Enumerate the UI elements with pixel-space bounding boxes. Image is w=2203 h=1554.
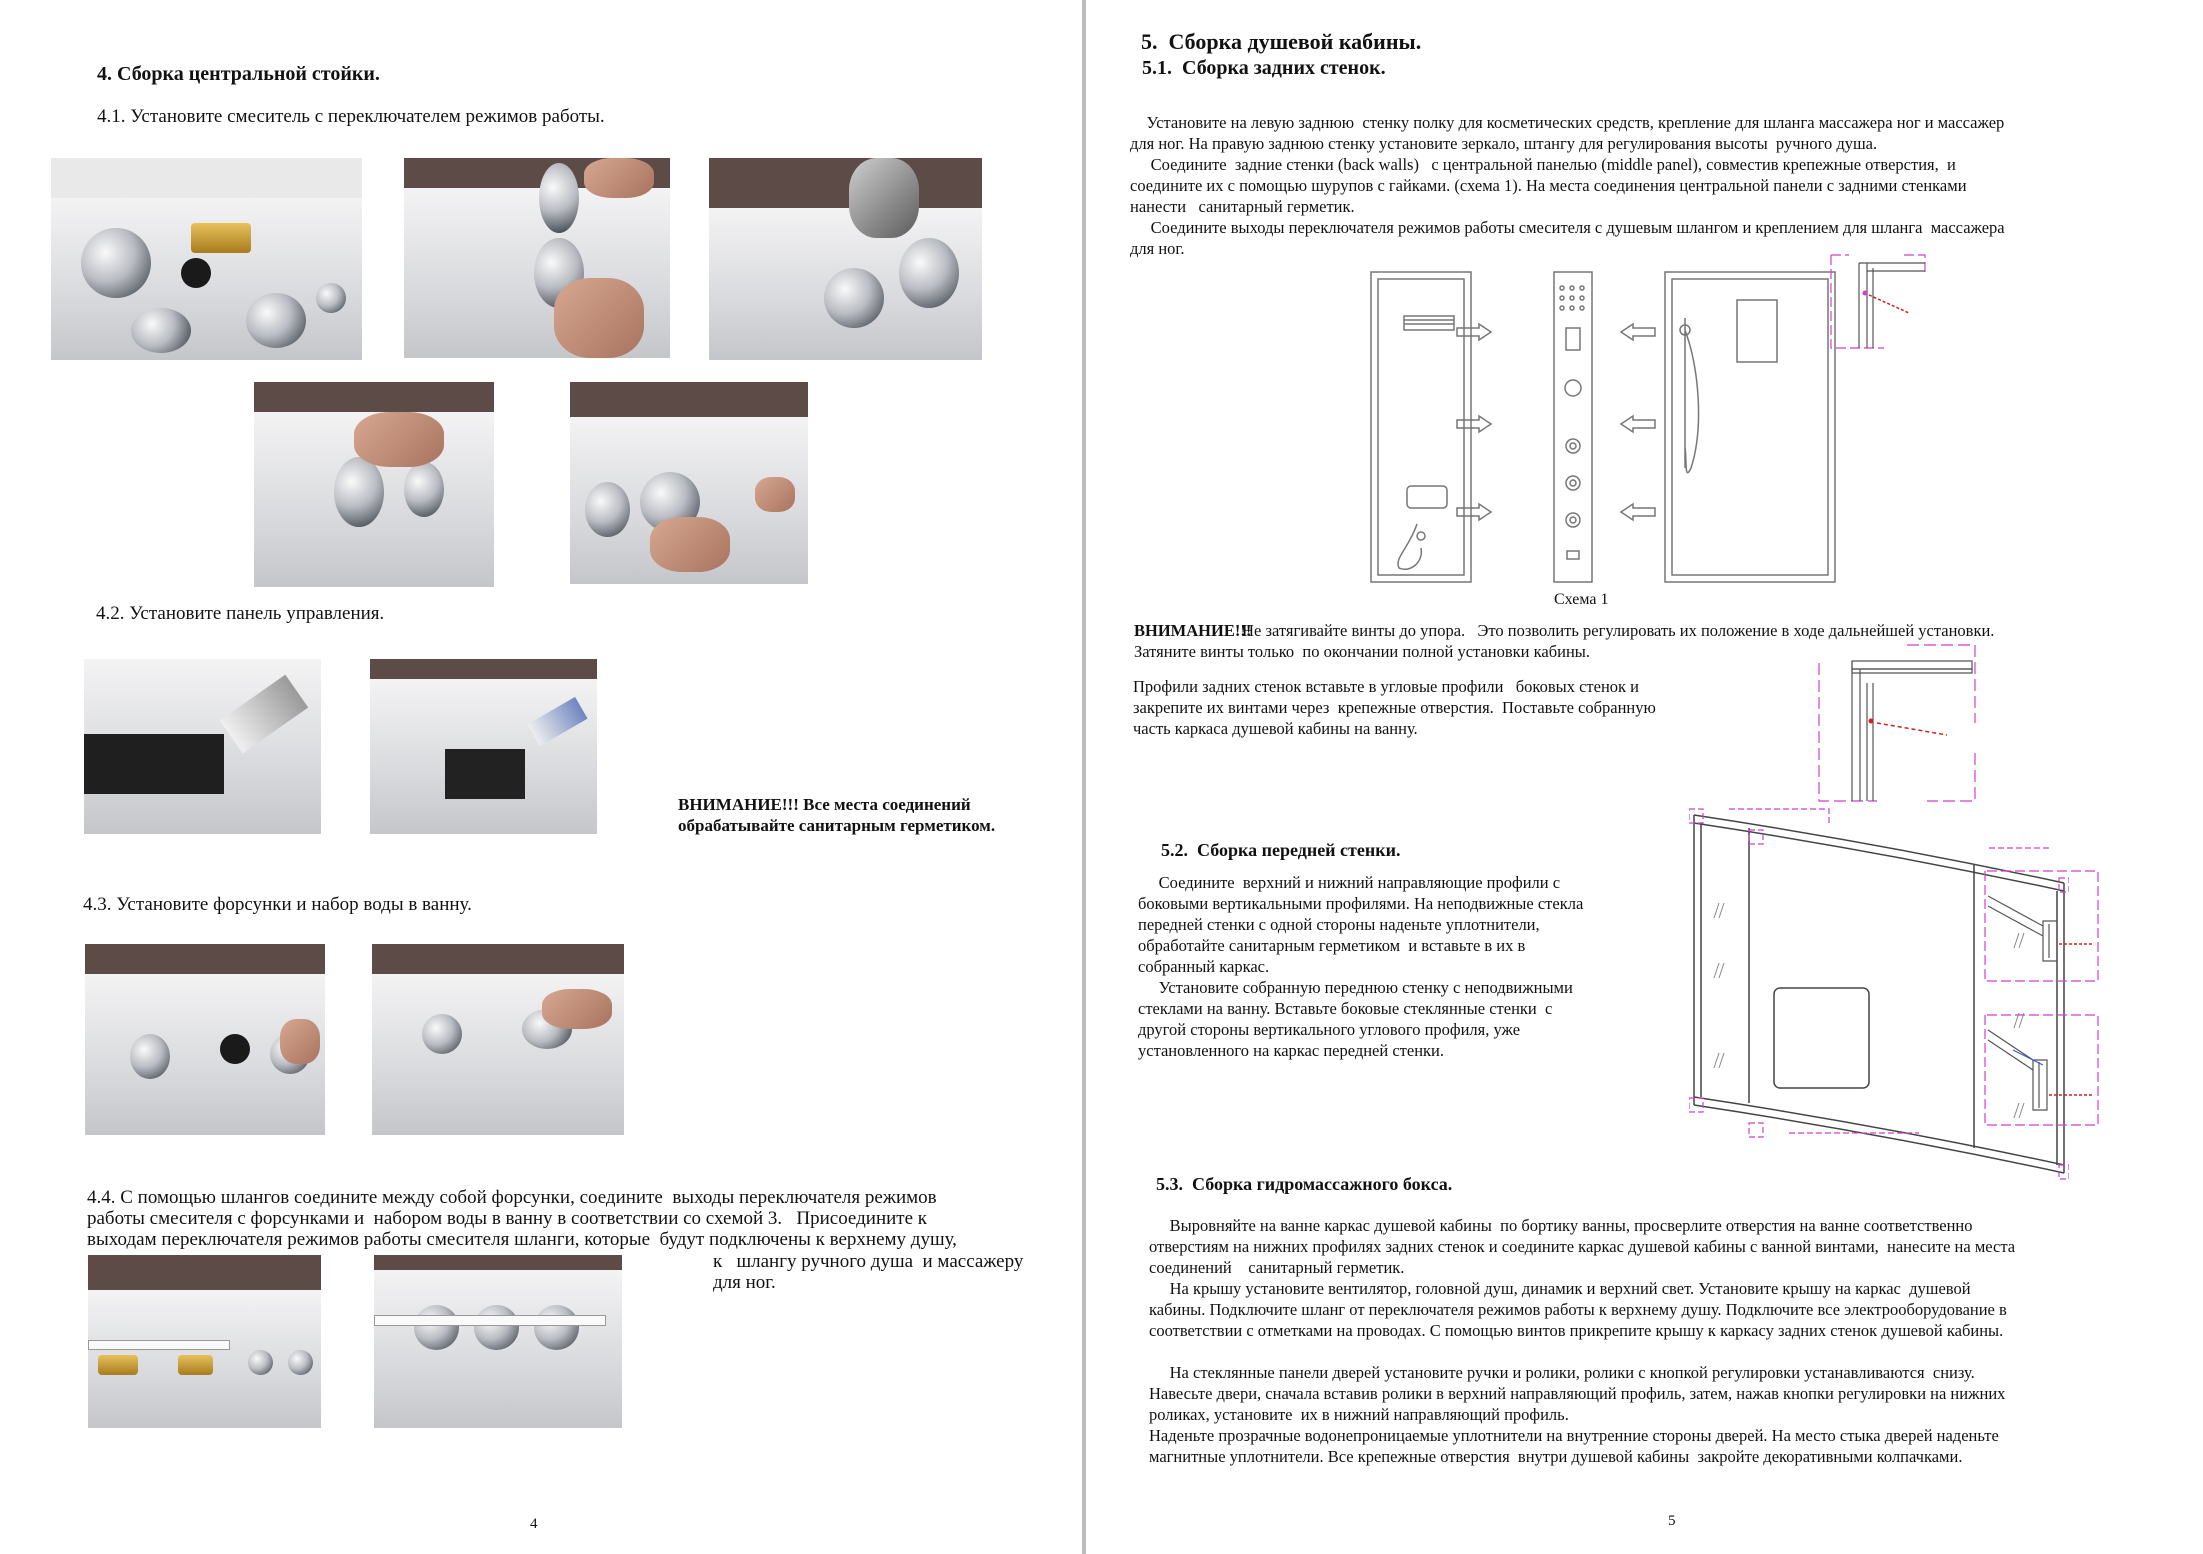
para-5-3-line-4: На крышу установите вентилятор, головной душ, динамик и верхний свет. Установите крышу на каркас душевой (1149, 1279, 1971, 1298)
attention-label-right: ВНИМАНИЕ!!! (1134, 621, 1252, 640)
heading-5: 5. Сборка душевой кабины. (1141, 29, 1422, 54)
para-5-1-line-3: Соедините задние стенки (back walls) с центральной панелью (middle panel), совместив крепежные отверстия, и (1130, 155, 1956, 174)
photo-control-panel-sealant (84, 659, 321, 834)
para-5-3-line-1: Выровняйте на ванне каркас душевой кабины по бортику ванны, просверлите отверстия на ванне соответственно (1149, 1216, 1973, 1235)
photo-mixer-install (404, 158, 670, 358)
para-5-1-line-7: для ног. (1130, 239, 1185, 258)
profiles-line-2: закрепите их винтами через крепежные отверстия. Поставьте собранную (1133, 698, 1656, 717)
para-5-3-line-10: роликах, установите их в нижний направляющий профиль. (1149, 1405, 1569, 1424)
para-5-1-line-2: для ног. На правую заднюю стенку установите зеркало, штангу для регулирования высоты ручного душа. (1130, 134, 1878, 153)
attention-line-2: обрабатывайте санитарным герметиком. (678, 816, 996, 835)
step-4-4-line-5: для ног. (713, 1272, 776, 1293)
scheme-1-diagram (1369, 268, 1839, 586)
profiles-line-1: Профили задних стенок вставьте в угловые профили боковых стенок и (1133, 677, 1640, 696)
detail-corner-profile (1817, 643, 1977, 803)
para-5-1-line-1: Установите на левую заднюю стенку полку для косметических средств, крепление для шланга массажера ног и массажер (1130, 113, 2005, 132)
photo-mixer-parts (51, 158, 362, 360)
para-5-2-line-7: стеклами на ванну. Вставьте боковые стеклянные стенки с (1138, 999, 1553, 1018)
attention-right-line-1: Не затягивайте винты до упора. Это позволить регулировать их положение в ходе дальнейшей установки. (1238, 621, 1995, 640)
step-4-2: 4.2. Установите панель управления. (96, 603, 385, 624)
step-4-1: 4.1. Установите смеситель с переключателем режимов работы. (97, 106, 605, 127)
para-5-2-line-5: собранный каркас. (1138, 957, 1270, 976)
heading-5-3: 5.3. Сборка гидромассажного бокса. (1156, 1174, 1453, 1194)
page-number-left: 4 (530, 1516, 538, 1532)
detail-front-profile-bottom (1983, 1010, 2103, 1130)
para-5-3-line-3: соединений санитарный герметик. (1149, 1258, 1405, 1277)
scheme-caption: Схема 1 (1554, 591, 1609, 608)
para-5-2-line-1: Соедините верхний и нижний направляющие профили с (1138, 873, 1561, 892)
page-4 (0, 0, 1082, 1554)
attention-line-1: ВНИМАНИЕ!!! Все места соединений (678, 795, 971, 814)
step-4-4-line-1: 4.4. С помощью шлангов соедините между собой форсунки, соедините выходы переключателя режимов (87, 1187, 937, 1208)
step-4-3: 4.3. Установите форсунки и набор воды в ванну. (83, 894, 472, 915)
profiles-line-3: часть каркаса душевой кабины на ванну. (1133, 719, 1418, 738)
photo-hoses-jets (374, 1255, 622, 1428)
step-4-4-line-3: выходам переключателя режимов работы смесителя шланги, которые будут подключены к верхнему душу, (87, 1229, 957, 1250)
attention-right-line-2: Затяните винты только по окончании полной установки кабины. (1134, 642, 1590, 661)
para-5-3-line-5: кабины. Подключите шланг от переключателя режимов работы к верхнему душу. Подключите все электрооборудование в (1149, 1300, 2007, 1319)
page-5 (1086, 0, 2203, 1554)
para-5-3-line-6: соответствии с отметками на проводах. С помощью винтов прикрепите крышу к каркасу задних стенок душевой кабины. (1149, 1321, 2004, 1340)
para-5-3-line-9: Навесьте двери, сначала вставив ролики в верхний направляющий профиль, затем, нажав кнопки регулировки на нижних (1149, 1384, 2006, 1403)
para-5-2-line-9: установленного на каркас передней стенки. (1138, 1041, 1444, 1060)
heading-5-1: 5.1. Сборка задних стенок. (1142, 57, 1386, 79)
step-4-4-line-4: к шлангу ручного душа и массажеру (713, 1251, 1024, 1272)
detail-joint-top (1829, 253, 1927, 351)
photo-mixer-screwdriver (709, 158, 982, 360)
photo-jets-install-2 (372, 944, 624, 1135)
page-number-right: 5 (1668, 1513, 1676, 1529)
para-5-1-line-4: соедините их с помощью шурупов с гайками. (схема 1). На места соединения центральной панели с задними стенками (1130, 176, 1967, 195)
para-5-3-line-11: Наденьте прозрачные водонепроницаемые уплотнители на внутренние стороны дверей. На место стыка дверей наденьте (1149, 1426, 1999, 1445)
step-4-4-line-2: работы смесителя с форсунками и набором воды в ванну в соответствии со схемой 3. Присоедините к (87, 1208, 928, 1229)
heading-5-2: 5.2. Сборка передней стенки. (1161, 840, 1401, 860)
photo-hoses-connect (88, 1255, 321, 1428)
para-5-1-line-5: нанести санитарный герметик. (1130, 197, 1355, 216)
detail-front-profile-top (1983, 866, 2103, 986)
para-5-2-line-6: Установите собранную переднюю стенку с неподвижными (1138, 978, 1573, 997)
para-5-3-line-12: магнитные уплотнители. Все крепежные отверстия внутри душевой кабины закройте декоративными колпачками. (1149, 1447, 1963, 1466)
photo-mixer-handle (570, 382, 808, 584)
para-5-2-line-3: передней стенки с одной стороны наденьте уплотнители, (1138, 915, 1540, 934)
photo-control-panel-install (370, 659, 597, 834)
para-5-3-line-8: На стеклянные панели дверей установите ручки и ролики, ролики с кнопкой регулировки устанавливаются снизу. (1149, 1363, 1975, 1382)
para-5-2-line-4: обработайте санитарным герметиком и вставьте в их в (1138, 936, 1526, 955)
photo-jets-install (85, 944, 325, 1135)
front-wall-diagram (1689, 803, 2069, 1188)
heading-4: 4. Сборка центральной стойки. (97, 63, 380, 85)
para-5-2-line-2: боковыми вертикальными профилями. На неподвижные стекла (1138, 894, 1584, 913)
para-5-3-line-2: отверстиям на нижних профилях задних стенок и соедините каркас душевой кабины с ванной винтами, нанесите на места (1149, 1237, 2016, 1256)
para-5-2-line-8: другой стороны вертикального углового профиля, уже (1138, 1020, 1521, 1039)
para-5-1-line-6: Соедините выходы переключателя режимов работы смесителя с душевым шлангом и креплением для шланга массажера (1130, 218, 2005, 237)
photo-mixer-fix (254, 382, 494, 587)
